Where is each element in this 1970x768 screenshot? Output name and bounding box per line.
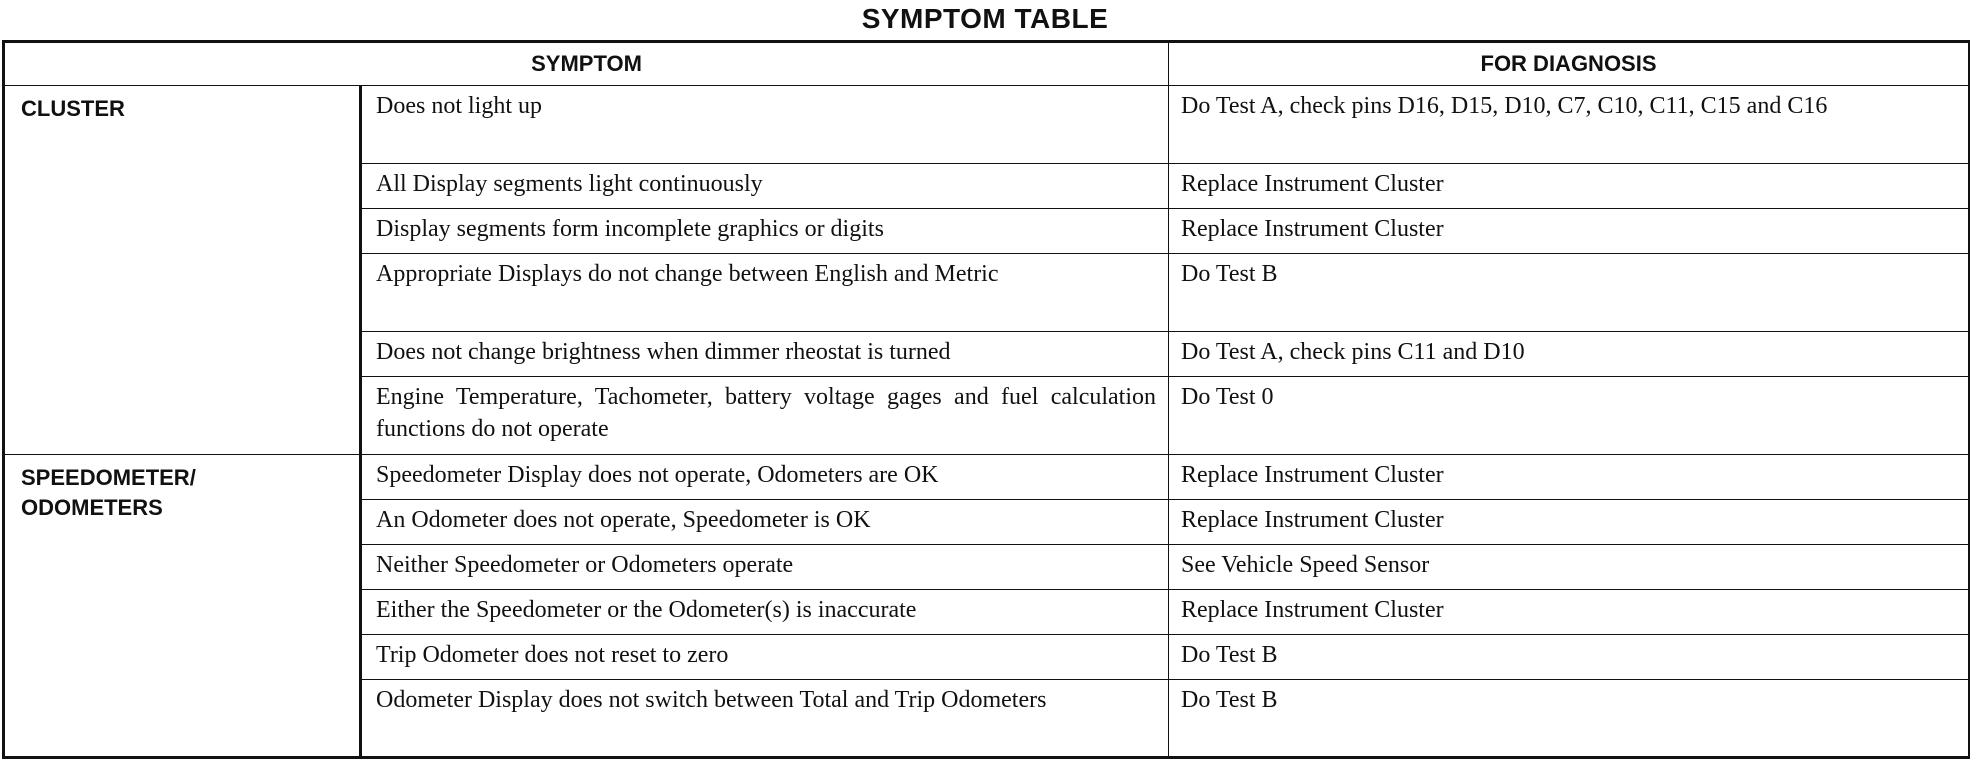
symptom-cell: Does not light up [361,86,1169,164]
table-header-row [4,42,1970,86]
symptom-cell: Neither Speedometer or Odometers operate [361,545,1169,590]
diagnosis-cell: Do Test 0 [1169,377,1970,455]
diagnosis-cell: Replace Instrument Cluster [1169,164,1970,209]
diagnosis-cell: Do Test B [1169,254,1970,332]
category-label-line-2: ODOMETERS [21,495,163,520]
category-label-line-1: SPEEDOMETER/ [21,465,196,490]
symptom-cell: Trip Odometer does not reset to zero [361,635,1169,680]
symptom-cell: Does not change brightness when dimmer rheostat is turned [361,332,1169,377]
category-cell-speedometer-odometers [4,455,361,758]
symptom-cell: Appropriate Displays do not change between English and Metric [361,254,1169,332]
diagnosis-cell: Do Test B [1169,635,1970,680]
table-row [4,86,1970,164]
diagnosis-cell: Replace Instrument Cluster [1169,500,1970,545]
diagnosis-cell: Do Test A, check pins C11 and D10 [1169,332,1970,377]
symptom-cell: Odometer Display does not switch between Total and Trip Odometers [361,680,1169,758]
symptom-cell: Display segments form incomplete graphics or digits [361,209,1169,254]
category-label: CLUSTER [21,96,125,121]
category-cell-cluster [4,86,361,455]
table-row [4,455,1970,500]
symptom-column-header: SYMPTOM [4,42,1169,86]
diagnosis-cell: Replace Instrument Cluster [1169,209,1970,254]
page-title: SYMPTOM TABLE [861,3,1109,34]
symptom-cell: An Odometer does not operate, Speedometer is OK [361,500,1169,545]
diagnosis-cell: See Vehicle Speed Sensor [1169,545,1970,590]
symptom-cell: Either the Speedometer or the Odometer(s) is inaccurate [361,590,1169,635]
symptom-cell: All Display segments light continuously [361,164,1169,209]
diagnosis-cell: Do Test B [1169,680,1970,758]
symptom-table [2,40,1970,759]
diagnosis-column-header: FOR DIAGNOSIS [1169,42,1970,86]
symptom-table-page [2,0,1968,759]
diagnosis-cell: Do Test A, check pins D16, D15, D10, C7, C10, C11, C15 and C16 [1169,86,1970,164]
diagnosis-cell: Replace Instrument Cluster [1169,455,1970,500]
symptom-cell: Engine Temperature, Tachometer, battery voltage gages and fuel calculation functions do not operate [361,377,1169,455]
diagnosis-cell: Replace Instrument Cluster [1169,590,1970,635]
symptom-cell: Speedometer Display does not operate, Odometers are OK [361,455,1169,500]
